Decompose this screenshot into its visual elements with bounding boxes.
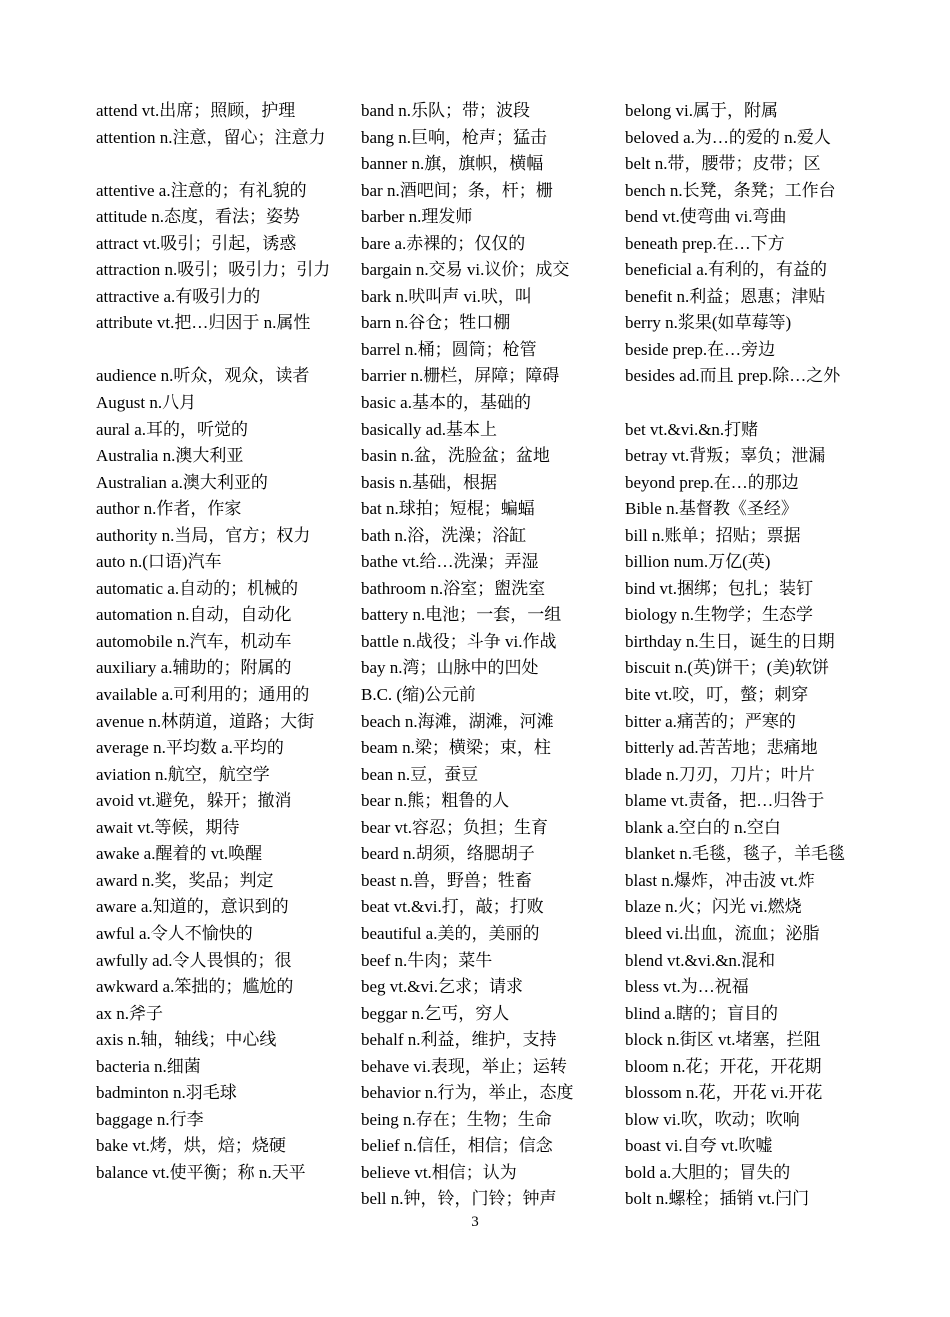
vocab-entry: bleed vi.出血，流血；泌脂 [625,923,820,943]
vocab-entry: blind a.瞎的；盲目的 [625,1003,778,1023]
vocab-entry: bake vt.烤，烘，焙；烧硬 [96,1136,286,1156]
vocab-entry: biscuit n.(英)饼干；(美)软饼 [625,658,829,678]
vocab-entry: battery n.电池；一套，一组 [361,605,562,625]
vocab-entry: basically ad.基本上 [361,419,497,439]
vocab-entry: bloom n.花；开花，开花期 [625,1056,822,1076]
vocab-entry: basin n.盆，洗脸盆；盆地 [361,446,550,466]
vocab-entry: betray vt.背叛；辜负；泄漏 [625,446,826,466]
vocab-entry: bold a.大胆的；冒失的 [625,1162,791,1182]
vocab-entry: auto n.(口语)汽车 [96,552,222,572]
vocab-entry: bathe vt.给…洗澡；弄湿 [361,552,539,572]
vocab-entry: aviation n.航空，航空学 [96,764,270,784]
page-number: 3 [471,1214,479,1230]
vocab-entry: barrel n.桶；圆筒；枪管 [361,339,537,359]
vocab-entry: bend vt.使弯曲 vi.弯曲 [625,207,787,227]
vocab-entry: baggage n.行李 [96,1109,204,1129]
vocab-entry: barn n.谷仓；牲口棚 [361,313,511,333]
vocab-entry: beam n.梁；横梁；束，柱 [361,738,551,758]
vocab-entry: boast vi.自夸 vt.吹嘘 [625,1136,773,1156]
vocab-entry: belt n.带，腰带；皮带；区 [625,154,821,174]
vocab-entry: benefit n.利益；恩惠；津贴 [625,286,826,306]
vocab-entry: besides ad.而且 prep.除…之外 [625,366,841,386]
vocab-entry: bar n.酒吧间；条，杆；栅 [361,180,553,200]
vocab-entry: beautiful a.美的，美丽的 [361,923,540,943]
vocab-entry: birthday n.生日，诞生的日期 [625,631,835,651]
vocab-entry: beggar n.乞丐，穷人 [361,1003,510,1023]
vocab-entry: bat n.球拍；短棍；蝙蝠 [361,499,535,519]
vocab-entry: aural a.耳的，听觉的 [96,419,249,439]
vocab-entry: bench n.长凳，条凳；工作台 [625,180,836,200]
vocab-entry: bay n.湾；山脉中的凹处 [361,658,539,678]
vocab-entry: aware a.知道的，意识到的 [96,897,289,917]
vocab-entry: bite vt.咬，叮，螫；刺穿 [625,685,809,705]
vocab-entry: biology n.生物学；生态学 [625,605,813,625]
vocab-entry: avenue n.林荫道，道路；大街 [96,711,315,731]
vocab-entry: automation n.自动，自动化 [96,605,292,625]
column-3 [625,98,875,1213]
vocab-entry: blend vt.&vi.&n.混和 [625,950,776,970]
vocab-entry: bless vt.为…祝福 [625,977,749,997]
vocab-entry: attract vt.吸引；引起，诱惑 [96,233,297,253]
vocab-entry: bargain n.交易 vi.议价；成交 [361,260,570,280]
vocab-entry: authority n.当局，官方；权力 [96,525,311,545]
vocab-entry: ax n.斧子 [96,1003,164,1023]
vocab-entry: belong vi.属于，附属 [625,101,778,120]
vocab-entry: beg vt.&vi.乞求；请求 [361,977,523,997]
vocab-entry: blow vi.吹，吹动；吹响 [625,1109,800,1129]
vocab-entry: bind vt.捆绑；包扎；装钉 [625,578,813,598]
vocab-entry: bath n.浴，洗澡；浴缸 [361,525,527,545]
vocab-entry: August n.八月 [96,393,197,413]
vocab-entry: attraction n.吸引；吸引力；引力 [96,260,331,280]
vocab-entry: bark n.吠叫声 vi.吠，叫 [361,286,532,306]
vocab-entry: behalf n.利益，维护，支持 [361,1030,557,1050]
vocab-entry: axis n.轴，轴线；中心线 [96,1030,277,1050]
vocab-entry: bitter a.痛苦的；严寒的 [625,711,796,731]
vocab-entry: author n.作者，作家 [96,499,242,519]
vocab-entry: bear n.熊；粗鲁的人 [361,791,510,811]
vocab-entry: banner n.旗，旗帜，横幅 [361,154,544,174]
vocab-entry: blaze n.火；闪光 vi.燃烧 [625,897,802,917]
vocab-entry: bell n.钟，铃，门铃；钟声 [361,1189,557,1209]
vocab-entry: await vt.等候，期待 [96,817,240,837]
vocab-entry: bean n.豆，蚕豆 [361,764,479,784]
vocab-entry: beside prep.在…旁边 [625,339,776,359]
vocab-entry: balance vt.使平衡；称 n.天平 [96,1162,306,1182]
vocab-entry: average n.平均数 a.平均的 [96,738,284,758]
vocab-entry: billion num.万亿(英) [625,552,771,572]
vocab-entry: audience n.听众，观众，读者 [96,366,310,386]
vocab-entry: automatic a.自动的；机械的 [96,578,299,598]
vocab-entry: bathroom n.浴室；盥洗室 [361,578,546,598]
vocab-entry: blame vt.责备，把…归咎于 [625,791,825,811]
vocab-entry: blanket n.毛毯，毯子，羊毛毯 [625,844,846,864]
vocab-entry: attractive a.有吸引力的 [96,286,261,306]
vocab-entry: beyond prep.在…的那边 [625,472,799,492]
vocab-entry: attentive a.注意的；有礼貌的 [96,180,307,200]
vocab-entry: blast n.爆炸，冲击波 vt.炸 [625,870,815,890]
vocab-entry: B.C. (缩)公元前 [361,685,476,705]
vocab-entry: beat vt.&vi.打，敲；打败 [361,897,544,917]
vocab-entry: barrier n.栅栏，屏障；障碍 [361,366,560,386]
vocab-entry: beef n.牛肉；菜牛 [361,950,493,970]
vocab-entry: auxiliary a.辅助的；附属的 [96,658,292,678]
vocab-entry: blade n.刀刃，刀片；叶片 [625,764,815,784]
vocab-entry: block n.街区 vt.堵塞，拦阻 [625,1030,821,1050]
vocab-entry: beach n.海滩，湖滩，河滩 [361,711,554,731]
vocab-entry: bill n.账单；招贴；票据 [625,525,801,545]
vocab-entry: believe vt.相信；认为 [361,1162,517,1182]
vocab-entry: badminton n.羽毛球 [96,1083,237,1103]
vocab-entry: bitterly ad.苦苦地；悲痛地 [625,738,818,758]
vocab-entry: blank a.空白的 n.空白 [625,817,781,837]
vocab-entry: automobile n.汽车，机动车 [96,631,292,651]
vocab-entry: behave vi.表现，举止；运转 [361,1056,567,1076]
vocab-entry: awkward a.笨拙的；尴尬的 [96,977,294,997]
vocab-entry: awful a.令人不愉快的 [96,923,253,943]
vocab-entry: bare a.赤裸的；仅仅的 [361,233,526,253]
vocab-entry [96,337,346,364]
vocab-entry: blossom n.花，开花 vi.开花 [625,1083,823,1103]
vocab-entry: berry n.浆果(如草莓等) [625,313,792,333]
vocab-entry: bet vt.&vi.&n.打赌 [625,419,759,439]
vocab-entry: band n.乐队；带；波段 [361,101,531,120]
vocab-entry: bang n.巨响，枪声；猛击 [361,127,548,147]
vocab-entry: beloved a.为…的爱的 n.爱人 [625,127,831,147]
vocab-entry [625,390,875,417]
vocab-entry: attend vt.出席；照顾，护理 [96,101,296,120]
vocab-entry: avoid vt.避免，躲开；撤消 [96,791,292,811]
vocab-entry: Bible n.基督教《圣经》 [625,499,798,519]
vocab-entry: attention n.注意，留心；注意力 [96,127,326,147]
vocab-entry: basic a.基本的，基础的 [361,393,531,413]
vocab-entry: award n.奖，奖品；判定 [96,870,274,890]
vocab-entry: attitude n.态度，看法；姿势 [96,207,300,227]
vocab-entry: behavior n.行为，举止，态度 [361,1083,574,1103]
vocab-entry: attribute vt.把…归因于 n.属性 [96,313,311,333]
vocab-entry: beast n.兽，野兽；牲畜 [361,870,532,890]
vocab-entry: battle n.战役；斗争 vi.作战 [361,631,557,651]
column-1 [96,98,346,1186]
vocab-entry: awfully ad.令人畏惧的；很 [96,950,292,970]
vocab-entry: barber n.理发师 [361,207,473,227]
vocab-entry: beneficial a.有利的，有益的 [625,260,828,280]
column-2 [361,98,611,1213]
vocab-entry: belief n.信任，相信；信念 [361,1136,553,1156]
vocab-entry: being n.存在；生物；生命 [361,1109,552,1129]
vocab-entry: beard n.胡须，络腮胡子 [361,844,535,864]
vocab-entry: Australian a.澳大利亚的 [96,472,268,492]
vocab-entry: awake a.醒着的 vt.唤醒 [96,844,263,864]
vocab-entry: basis n.基础，根据 [361,472,497,492]
vocab-entry: Australia n.澳大利亚 [96,446,244,466]
vocab-entry: bear vt.容忍；负担；生育 [361,817,548,837]
vocab-entry: beneath prep.在…下方 [625,233,785,253]
vocab-entry [96,151,346,178]
vocab-entry: bolt n.螺栓；插销 vt.闩门 [625,1189,810,1209]
vocab-entry: bacteria n.细菌 [96,1056,201,1076]
vocab-entry: available a.可利用的；通用的 [96,685,310,705]
